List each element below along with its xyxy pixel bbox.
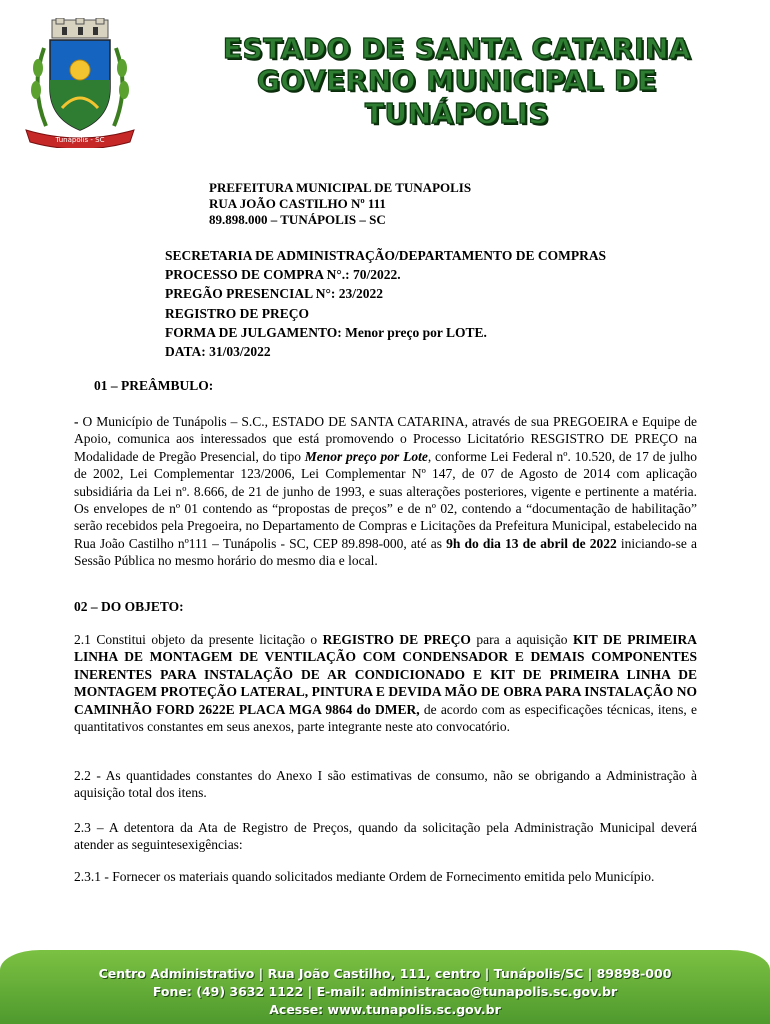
p21-intro: 2.1 Constitui objeto da presente licitação o xyxy=(74,632,323,647)
address-line-2: RUA JOÃO CASTILHO Nº 111 xyxy=(209,196,386,211)
processo-line: PROCESSO DE COMPRA N°.: 70/2022. xyxy=(165,267,401,283)
paragraph-2-3: 2.3 – A detentora da Ata de Registro de Preços, quando da solicitação pela Administração Municipal deverá atender as seguintesexigências: xyxy=(74,820,697,853)
footer-address: Centro Administrativo | Rua João Castilho, 111, centro | Tunápolis/SC | 89898-000 xyxy=(98,966,672,981)
state-title: ESTADO DE SANTA CATARINA xyxy=(222,32,692,65)
footer-contact: Fone: (49) 3632 1122 | E-mail: administracao@tunapolis.sc.gov.br xyxy=(152,984,618,999)
preambulo-paragraph: - O Município de Tunápolis – S.C., ESTADO DE SANTA CATARINA, através de sua PREGOEIRA e Equipe de Apoio, comunica aos interessados que está promovendo o Processo Licitatório RESGISTRO DE PREÇO na Modalidade de Pregão Presencial, do tipo Menor preço por Lote, conforme Lei Federal nº. 10.520, de 17 de julho de 2002, Lei Complementar 123/2006, Lei Complementar Nº 147, de 07 de Agosto de 2014 com aplicação subsidiária da Lei nº. 8.666, de 21 de junho de 1993, e suas alterações posteriores, vigente e pertinente a matéria. Os envelopes de nº 01 contendo as “propostas de preços” e de nº 02, contendo a “documentação de habilitação” serão recebidos pela Pregoeira, no Departamento de Compras e Licitações da Prefeitura Municipal, estabelecido na Rua João Castilho nº111 – Tunápolis - SC, CEP 89.898-000, até as 9h do dia 13 de abril de 2022 iniciando-se a Sessão Pública no mesmo horário do mesmo dia e local. xyxy=(74,414,697,569)
letterhead xyxy=(0,0,770,150)
p21-para: para a aquisição xyxy=(470,632,574,647)
coat-of-arms-icon xyxy=(20,18,140,148)
p21-registro: REGISTRO DE PREÇO xyxy=(322,632,471,647)
address-line-3: 89.898.000 – TUNÁPOLIS – SC xyxy=(209,212,386,227)
municipality-title: GOVERNO MUNICIPAL DE TUNÁPOLIS xyxy=(256,64,658,130)
address-block xyxy=(209,180,471,228)
secretaria-line: SECRETARIA DE ADMINISTRAÇÃO/DEPARTAMENTO DE COMPRAS xyxy=(165,248,607,263)
objeto-paragraph-2-1 xyxy=(74,631,697,735)
pregao-line: PREGÃO PRESENCIAL N°: 23/2022 xyxy=(165,286,384,302)
forma-line xyxy=(165,323,606,342)
forma-label: FORMA DE JULGAMENTO: xyxy=(165,324,342,340)
crest-ribbon-label: Tunápolis - SC xyxy=(55,136,105,144)
footer-website-link[interactable]: Acesse: www.tunapolis.sc.gov.br xyxy=(269,1002,501,1017)
section-1-heading: 01 – PREÂMBULO: xyxy=(94,378,214,393)
p21-kit: KIT DE PRIMEIRA LINHA DE MONTAGEM DE VENTILAÇÃO COM CONDENSADOR E DEMAIS COMPONENTES INERENTES PARA INSTALAÇÃO DE AR CONDICIONADO E KIT DE PRIMEIRA LINHA DE MONTAGEM PROTEÇÃO LATERAL, PINTURA E DEVIDA MÃO DE OBRA PARA INSTALAÇÃO NO CAMINHÃO FORD 2622E PLACA MGA 9864 do DMER, xyxy=(74,632,698,717)
data-line: DATA: 31/03/2022 xyxy=(165,344,271,360)
section-2-heading: 02 – DO OBJETO: xyxy=(74,599,184,614)
forma-value: Menor preço por LOTE. xyxy=(341,324,487,340)
paragraph-2-2: 2.2 - As quantidades constantes do Anexo I são estimativas de consumo, não se obrigando a Administração à aquisição total dos itens. xyxy=(74,768,697,801)
process-meta xyxy=(165,246,606,361)
p21-rest: de acordo com as especificações técnicas, itens, e quantitativos constantes em seus anexos, parte integrante neste ato convocatório. xyxy=(74,701,697,735)
paragraph-2-3-1: 2.3.1 - Fornecer os materiais quando solicitados mediante Ordem de Fornecimento emitida pelo Município. xyxy=(74,869,655,884)
registro-line: REGISTRO DE PREÇO xyxy=(165,305,310,321)
address-line-1: PREFEITURA MUNICIPAL DE TUNAPOLIS xyxy=(209,180,472,195)
